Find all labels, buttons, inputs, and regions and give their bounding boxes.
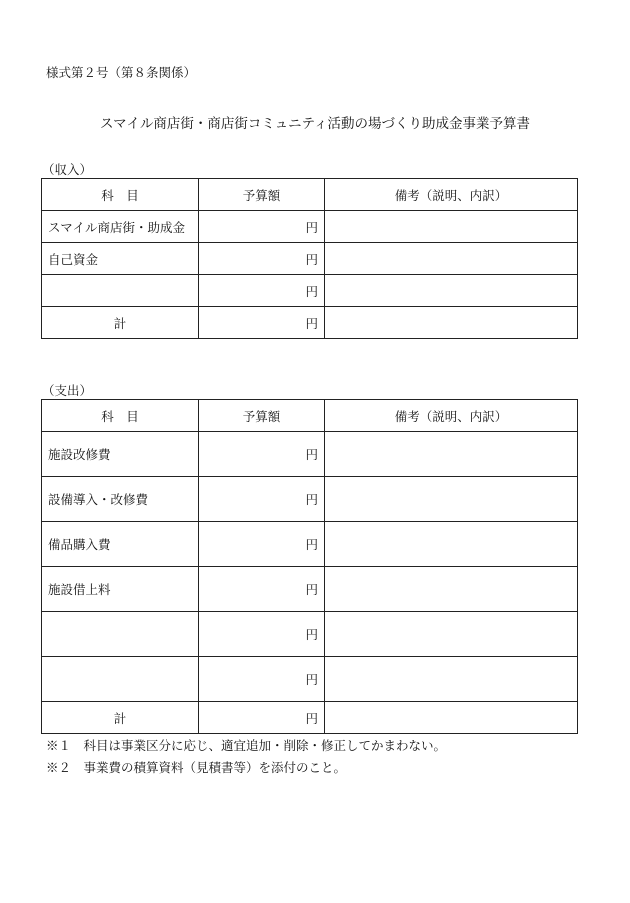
income-header-remarks: 備考（説明、内訳） xyxy=(325,179,578,211)
income-amount-cell[interactable]: 円 xyxy=(199,211,325,243)
income-section-label: （収入） xyxy=(42,162,93,177)
expense-table xyxy=(41,399,578,734)
notes xyxy=(46,735,446,779)
expense-total-remarks[interactable] xyxy=(325,702,578,734)
expense-item-cell[interactable] xyxy=(42,612,199,657)
table-row xyxy=(42,275,578,307)
expense-amount-cell[interactable]: 円 xyxy=(199,477,325,522)
income-header-amount: 予算額 xyxy=(199,179,325,211)
income-total-remarks[interactable] xyxy=(325,307,578,339)
table-row xyxy=(42,567,578,612)
expense-remarks-cell[interactable] xyxy=(325,657,578,702)
expense-header-item: 科 目 xyxy=(42,400,199,432)
income-remarks-cell[interactable] xyxy=(325,275,578,307)
expense-item-cell[interactable] xyxy=(42,657,199,702)
expense-amount-cell[interactable]: 円 xyxy=(199,567,325,612)
income-remarks-cell[interactable] xyxy=(325,243,578,275)
note-1: ※１ 科目は事業区分に応じ、適宜追加・削除・修正してかまわない。 xyxy=(46,738,447,753)
table-row xyxy=(42,432,578,477)
expense-remarks-cell[interactable] xyxy=(325,522,578,567)
expense-total-amount[interactable]: 円 xyxy=(199,702,325,734)
income-header-item: 科 目 xyxy=(42,179,199,211)
expense-remarks-cell[interactable] xyxy=(325,612,578,657)
table-row xyxy=(42,657,578,702)
income-total-amount[interactable]: 円 xyxy=(199,307,325,339)
expense-remarks-cell[interactable] xyxy=(325,477,578,522)
expense-amount-cell[interactable]: 円 xyxy=(199,612,325,657)
expense-item-cell: 施設借上料 xyxy=(42,567,199,612)
expense-header-remarks: 備考（説明、内訳） xyxy=(325,400,578,432)
note-2: ※２ 事業費の積算資料（見積書等）を添付のこと。 xyxy=(46,760,347,775)
income-item-cell: スマイル商店街・助成金 xyxy=(42,211,199,243)
expense-header-row xyxy=(42,400,578,432)
expense-amount-cell[interactable]: 円 xyxy=(199,657,325,702)
expense-item-cell: 施設改修費 xyxy=(42,432,199,477)
income-total-label: 計 xyxy=(42,307,199,339)
expense-amount-cell[interactable]: 円 xyxy=(199,522,325,567)
income-item-cell[interactable] xyxy=(42,275,199,307)
table-row xyxy=(42,522,578,567)
expense-section-label: （支出） xyxy=(42,383,93,398)
expense-amount-cell[interactable]: 円 xyxy=(199,432,325,477)
expense-total-row xyxy=(42,702,578,734)
expense-remarks-cell[interactable] xyxy=(325,432,578,477)
income-remarks-cell[interactable] xyxy=(325,211,578,243)
income-item-cell: 自己資金 xyxy=(42,243,199,275)
expense-total-label: 計 xyxy=(42,702,199,734)
income-amount-cell[interactable]: 円 xyxy=(199,243,325,275)
income-total-row xyxy=(42,307,578,339)
table-row xyxy=(42,477,578,522)
income-amount-cell[interactable]: 円 xyxy=(199,275,325,307)
expense-header-amount: 予算額 xyxy=(199,400,325,432)
table-row xyxy=(42,211,578,243)
table-row xyxy=(42,243,578,275)
table-row xyxy=(42,612,578,657)
income-header-row xyxy=(42,179,578,211)
form-number: 様式第２号（第８条関係） xyxy=(46,65,197,80)
expense-remarks-cell[interactable] xyxy=(325,567,578,612)
document-title: スマイル商店街・商店街コミュニティ活動の場づくり助成金事業予算書 xyxy=(99,116,531,132)
expense-item-cell: 設備導入・改修費 xyxy=(42,477,199,522)
expense-item-cell: 備品購入費 xyxy=(42,522,199,567)
income-table xyxy=(41,178,578,339)
